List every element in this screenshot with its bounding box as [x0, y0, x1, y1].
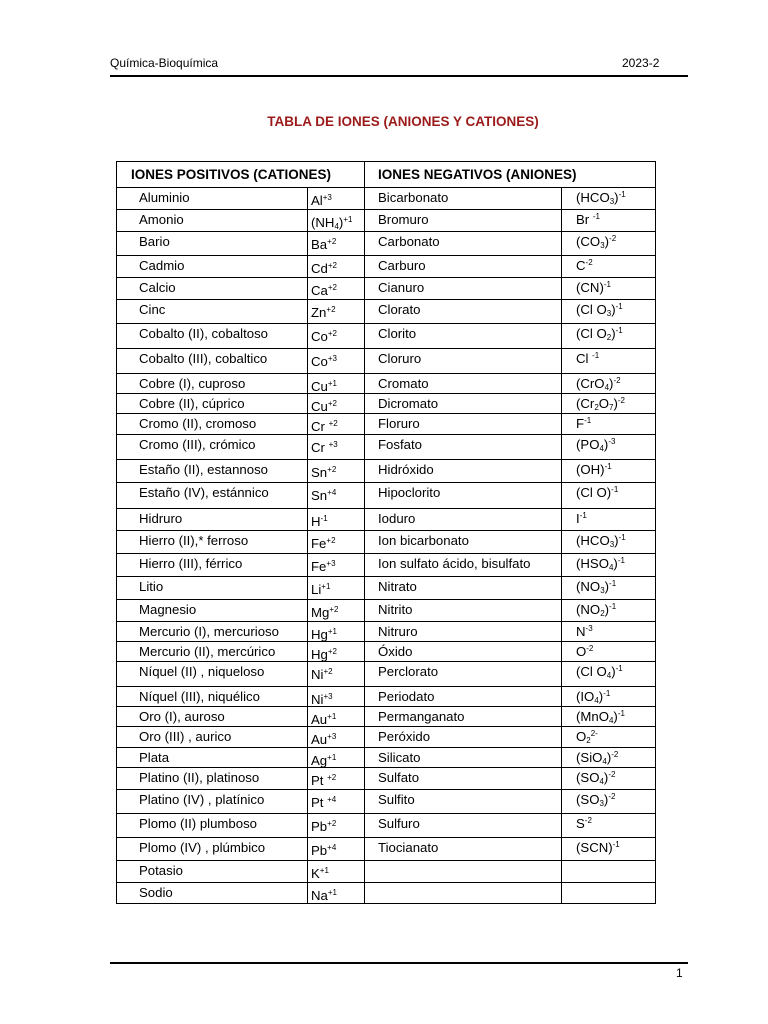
- anion-symbol: (Cl $O_2)^{-1}$: [562, 324, 656, 349]
- cation-symbol: $Co^{+2}$: [308, 324, 365, 349]
- cation-symbol: $Sn^{+2}$: [308, 459, 365, 482]
- anion-symbol: $O^{-2}$: [562, 641, 656, 661]
- cation-name: Plomo (II) plumboso: [117, 813, 308, 837]
- cation-name: Magnesio: [117, 599, 308, 621]
- table-row: [117, 434, 656, 459]
- anion-symbol: [562, 860, 656, 882]
- anion-name: Peróxido: [365, 727, 562, 747]
- anion-name: Carbonato: [365, 232, 562, 256]
- anion-symbol: $(IO_4)^{-1}$: [562, 687, 656, 707]
- anions-column-header: IONES NEGATIVOS (ANIONES): [365, 162, 656, 188]
- anion-symbol: $S^{-2}$: [562, 813, 656, 837]
- table-row: [117, 837, 656, 860]
- cation-symbol: Pt $^{+2}$: [308, 767, 365, 789]
- header-period: 2023-2: [622, 56, 660, 70]
- cation-name: Hierro (II),* ferroso: [117, 530, 308, 553]
- cation-symbol: $Hg^{+1}$: [308, 621, 365, 641]
- cation-name: Hierro (III), férrico: [117, 553, 308, 576]
- anion-symbol: $F^{-1}$: [562, 414, 656, 434]
- page-number: 1: [676, 966, 683, 980]
- anion-symbol: $(NO_3)^{-1}$: [562, 576, 656, 599]
- cation-symbol: $Ag^{+1}$: [308, 747, 365, 767]
- anion-symbol: (SCN)$^{-1}$: [562, 837, 656, 860]
- cation-symbol: $Na^{+1}$: [308, 882, 365, 903]
- anion-name: Bicarbonato: [365, 188, 562, 210]
- anion-name: Carburo: [365, 256, 562, 278]
- table-row: [117, 767, 656, 789]
- anion-name: Cromato: [365, 374, 562, 394]
- anion-symbol: $(NO_2)^{-1}$: [562, 599, 656, 621]
- anion-name: Óxido: [365, 641, 562, 661]
- cation-name: Oro (I), auroso: [117, 707, 308, 727]
- table-row: [117, 232, 656, 256]
- cation-symbol: $Cd^{+2}$: [308, 256, 365, 278]
- table-row: [117, 530, 656, 553]
- anion-name: Sulfito: [365, 789, 562, 813]
- anion-symbol: $N^{-3}$: [562, 621, 656, 641]
- cation-name: Calcio: [117, 278, 308, 300]
- anion-name: Clorato: [365, 300, 562, 324]
- table-row: [117, 374, 656, 394]
- table-row: [117, 394, 656, 414]
- cation-name: Cromo (III), crómico: [117, 434, 308, 459]
- anion-name: Hipoclorito: [365, 482, 562, 508]
- anion-symbol: $C^{-2}$: [562, 256, 656, 278]
- table-row: [117, 662, 656, 687]
- cation-symbol: $Hg^{+2}$: [308, 641, 365, 661]
- table-row: [117, 727, 656, 747]
- table-row: [117, 599, 656, 621]
- cation-name: Aluminio: [117, 188, 308, 210]
- anion-name: Tiocianato: [365, 837, 562, 860]
- anion-symbol: $(CO_3)^{-2}$: [562, 232, 656, 256]
- cation-name: Oro (III) , aurico: [117, 727, 308, 747]
- anion-symbol: $O_2^{2-}$: [562, 727, 656, 747]
- cation-name: Platino (II), platinoso: [117, 767, 308, 789]
- anion-symbol: $(PO_4)^{-3}$: [562, 434, 656, 459]
- table-row: [117, 278, 656, 300]
- table-row: [117, 860, 656, 882]
- cation-name: Níquel (III), niquélico: [117, 687, 308, 707]
- anion-name: [365, 860, 562, 882]
- document-title: TABLA DE IONES (ANIONES Y CATIONES): [267, 114, 539, 129]
- anion-symbol: (Cl $O_4)^{-1}$: [562, 662, 656, 687]
- anion-symbol: $I^{-1}$: [562, 508, 656, 530]
- table-row: [117, 256, 656, 278]
- anion-symbol: [562, 882, 656, 903]
- anion-symbol: (Cl O)$^{-1}$: [562, 482, 656, 508]
- cation-name: Platino (IV) , platínico: [117, 789, 308, 813]
- cation-symbol: $Cu^{+2}$: [308, 394, 365, 414]
- ions-table: [116, 161, 656, 904]
- anion-name: Nitrito: [365, 599, 562, 621]
- cation-symbol: $Fe^{+3}$: [308, 553, 365, 576]
- table-row: [117, 459, 656, 482]
- anion-name: Sulfuro: [365, 813, 562, 837]
- cation-symbol: Cr $^{+2}$: [308, 414, 365, 434]
- anion-name: Ioduro: [365, 508, 562, 530]
- cation-symbol: $H^{-1}$: [308, 508, 365, 530]
- table-row: [117, 349, 656, 374]
- cation-name: Níquel (II) , niqueloso: [117, 662, 308, 687]
- anion-name: [365, 882, 562, 903]
- anion-name: Permanganato: [365, 707, 562, 727]
- anion-symbol: $(HSO_4)^{-1}$: [562, 553, 656, 576]
- anion-name: Periodato: [365, 687, 562, 707]
- cation-symbol: $Ba^{+2}$: [308, 232, 365, 256]
- cation-name: Plata: [117, 747, 308, 767]
- table-row: [117, 300, 656, 324]
- cation-symbol: $Mg^{+2}$: [308, 599, 365, 621]
- table-row: [117, 188, 656, 210]
- anion-name: Clorito: [365, 324, 562, 349]
- anion-name: Silicato: [365, 747, 562, 767]
- anion-symbol: $(CrO_4)^{-2}$: [562, 374, 656, 394]
- cation-name: Bario: [117, 232, 308, 256]
- cation-name: Cobre (I), cuproso: [117, 374, 308, 394]
- cation-symbol: $K^{+1}$: [308, 860, 365, 882]
- anion-name: Fosfato: [365, 434, 562, 459]
- cation-symbol: $Sn^{+4}$: [308, 482, 365, 508]
- cation-name: Amonio: [117, 210, 308, 232]
- cation-symbol: $Al^{+3}$: [308, 188, 365, 210]
- cation-name: Estaño (II), estannoso: [117, 459, 308, 482]
- cation-name: Litio: [117, 576, 308, 599]
- cation-symbol: $Ca^{+2}$: [308, 278, 365, 300]
- anion-symbol: (OH)$^{-1}$: [562, 459, 656, 482]
- table-row: [117, 576, 656, 599]
- header-course: Química-Bioquímica: [110, 56, 219, 70]
- table-row: [117, 687, 656, 707]
- cation-symbol: $Ni^{+3}$: [308, 687, 365, 707]
- anion-name: Dicromato: [365, 394, 562, 414]
- anion-symbol: $(HCO_3)^{-1}$: [562, 188, 656, 210]
- table-row: [117, 789, 656, 813]
- anion-symbol: Cl $^{-1}$: [562, 349, 656, 374]
- anion-name: Bromuro: [365, 210, 562, 232]
- anion-symbol: $(Cr_2O_7)^{-2}$: [562, 394, 656, 414]
- cation-name: Cobalto (II), cobaltoso: [117, 324, 308, 349]
- cation-name: Plomo (IV) , plúmbico: [117, 837, 308, 860]
- cation-symbol: $Au^{+3}$: [308, 727, 365, 747]
- table-row: [117, 324, 656, 349]
- cation-symbol: $Ni^{+2}$: [308, 662, 365, 687]
- cation-symbol: Pt $^{+4}$: [308, 789, 365, 813]
- anion-symbol: Br $^{-1}$: [562, 210, 656, 232]
- anion-name: Ion bicarbonato: [365, 530, 562, 553]
- cation-symbol: $Li^{+1}$: [308, 576, 365, 599]
- cation-symbol: $Zn^{+2}$: [308, 300, 365, 324]
- cation-symbol: $Au^{+1}$: [308, 707, 365, 727]
- cation-name: Estaño (IV), estánnico: [117, 482, 308, 508]
- table-row: [117, 482, 656, 508]
- table-header-row: [117, 162, 656, 188]
- cation-symbol: $Fe^{+2}$: [308, 530, 365, 553]
- anion-symbol: (Cl $O_3)^{-1}$: [562, 300, 656, 324]
- cation-symbol: $Cu^{+1}$: [308, 374, 365, 394]
- anion-name: Perclorato: [365, 662, 562, 687]
- anion-symbol: $(MnO_4)^{-1}$: [562, 707, 656, 727]
- cation-symbol: $(NH_4)^{+1}$: [308, 210, 365, 232]
- table-row: [117, 210, 656, 232]
- anion-name: Nitruro: [365, 621, 562, 641]
- cation-name: Cinc: [117, 300, 308, 324]
- anion-symbol: $(SiO_4)^{-2}$: [562, 747, 656, 767]
- anion-name: Floruro: [365, 414, 562, 434]
- cation-name: Hidruro: [117, 508, 308, 530]
- cation-name: Mercurio (II), mercúrico: [117, 641, 308, 661]
- anion-name: Ion sulfato ácido, bisulfato: [365, 553, 562, 576]
- anion-name: Hidróxido: [365, 459, 562, 482]
- table-row: [117, 707, 656, 727]
- cation-symbol: $Pb^{+4}$: [308, 837, 365, 860]
- table-row: [117, 641, 656, 661]
- cation-symbol: $Pb^{+2}$: [308, 813, 365, 837]
- table-row: [117, 882, 656, 903]
- footer-rule: [110, 962, 688, 964]
- anion-name: Sulfato: [365, 767, 562, 789]
- table-row: [117, 508, 656, 530]
- cation-name: Cobre (II), cúprico: [117, 394, 308, 414]
- anion-symbol: $(SO_4)^{-2}$: [562, 767, 656, 789]
- cation-name: Potasio: [117, 860, 308, 882]
- anion-name: Cloruro: [365, 349, 562, 374]
- header-rule: [110, 75, 688, 77]
- cation-symbol: $Co^{+3}$: [308, 349, 365, 374]
- anion-name: Cianuro: [365, 278, 562, 300]
- table-row: [117, 414, 656, 434]
- anion-name: Nitrato: [365, 576, 562, 599]
- table-row: [117, 747, 656, 767]
- anion-symbol: $(HCO_3)^{-1}$: [562, 530, 656, 553]
- cation-name: Sodio: [117, 882, 308, 903]
- cation-name: Cadmio: [117, 256, 308, 278]
- table-row: [117, 621, 656, 641]
- table-row: [117, 553, 656, 576]
- table-row: [117, 813, 656, 837]
- cations-column-header: IONES POSITIVOS (CATIONES): [117, 162, 365, 188]
- cation-symbol: Cr $^{+3}$: [308, 434, 365, 459]
- cation-name: Cromo (II), cromoso: [117, 414, 308, 434]
- cation-name: Cobalto (III), cobaltico: [117, 349, 308, 374]
- anion-symbol: $(SO_3)^{-2}$: [562, 789, 656, 813]
- anion-symbol: (CN)$^{-1}$: [562, 278, 656, 300]
- cation-name: Mercurio (I), mercurioso: [117, 621, 308, 641]
